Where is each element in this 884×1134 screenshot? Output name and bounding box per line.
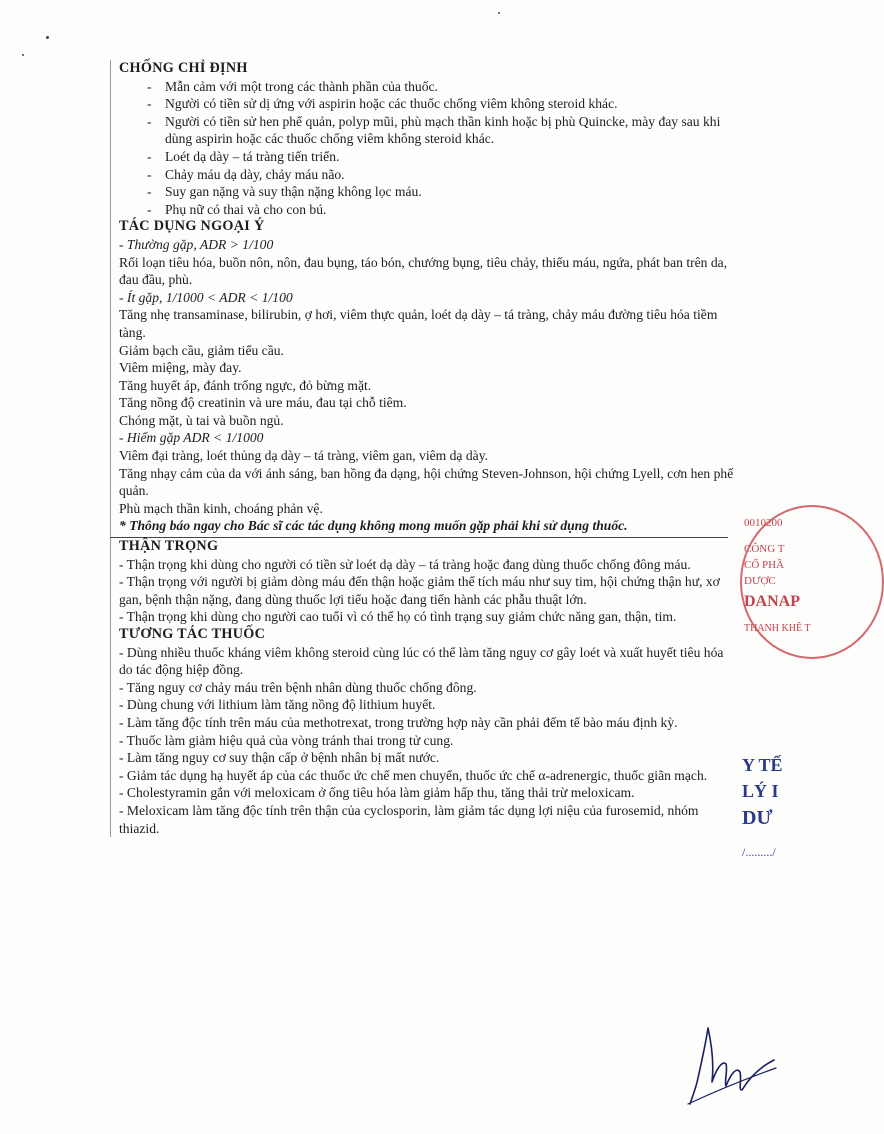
frequency-common-label: - Thường gặp, ADR > 1/100 xyxy=(119,236,274,252)
report-warning: * Thông báo ngay cho Bác sĩ các tác dụng không mong muốn gặp phải khi sử dụng thuốc. xyxy=(119,518,628,534)
text-line: - Làm tăng nguy cơ suy thận cấp ở bệnh nhân bị mất nước. xyxy=(119,750,440,766)
adverse-effects-heading: TÁC DỤNG NGOẠI Ý xyxy=(119,218,265,235)
stamp-text: THANH KHÊ T xyxy=(744,623,811,634)
scan-speck xyxy=(22,54,24,56)
text-line: - Cholestyramin gắn với meloxicam ở ống tiêu hóa làm giảm hấp thu, tăng thải trừ meloxicam. xyxy=(119,785,635,801)
contraindications-heading: CHỐNG CHỈ ĐỊNH xyxy=(119,60,248,76)
text-line: Phù mạch thần kinh, choáng phản vệ. xyxy=(119,500,323,516)
stamp-text: 0010200 xyxy=(744,517,783,529)
text-line: Tăng nhạy cảm của da với ánh sáng, ban hồng đa dạng, hội chứng Steven-Johnson, hội chứng Lyell, cơn hen phế quản. xyxy=(119,465,734,499)
stamp-text: DANAP xyxy=(744,593,800,610)
list-item: - Mẫn cảm với một trong các thành phần của thuốc. xyxy=(119,78,739,96)
interactions-heading: TƯƠNG TÁC THUỐC xyxy=(119,626,266,642)
stamp-text: DƯỢC xyxy=(744,575,776,587)
seal-text: Y TẾ xyxy=(742,755,783,775)
scan-speck xyxy=(46,36,49,39)
text-line: Viêm đại tràng, loét thủng dạ dày – tá tràng, viêm gan, viêm dạ dày. xyxy=(119,448,489,464)
stamp-text: CÔNG T xyxy=(744,543,785,555)
signature-icon xyxy=(678,1020,778,1110)
common-effects-text: Rối loạn tiêu hóa, buồn nôn, nôn, đau bụng, táo bón, chướng bụng, tiêu chảy, thiếu máu, ngứa, phát ban trên da, đau đầu, phù. xyxy=(119,254,728,288)
list-item: - Suy gan nặng và suy thận nặng không lọc máu. xyxy=(119,183,739,201)
text-line: - Thận trọng với người bị giảm dòng máu đến thận hoặc giảm thể tích máu như suy tim, hội chứng thận hư, xơ gan, bệnh thận nặng, đang dùng thuốc lợi tiểu hoặc đang tiến hành các phẫu thuật lớn. xyxy=(119,574,720,607)
text-line: Viêm miệng, mày đay. xyxy=(119,360,242,376)
text-line: - Thận trọng khi dùng cho người cao tuổi vì có thể họ có tình trạng suy giảm chức năng gan, thận, tim. xyxy=(119,609,677,625)
document-body xyxy=(110,60,739,837)
list-item: - Người có tiền sử dị ứng với aspirin hoặc các thuốc chống viêm không steroid khác. xyxy=(119,95,739,113)
text-line: - Thuốc làm giảm hiệu quả của vòng tránh thai trong tử cung. xyxy=(119,732,454,748)
text-line: - Thận trọng khi dùng cho người có tiền sử loét dạ dày – tá tràng hoặc đang dùng thuốc chống đông máu. xyxy=(119,556,691,572)
contraindications-list xyxy=(119,78,739,219)
frequency-uncommon-label: - Ít gặp, 1/1000 < ADR < 1/100 xyxy=(119,289,293,305)
frequency-rare-label: - Hiếm gặp ADR < 1/1000 xyxy=(119,430,264,446)
text-line: Tăng nhẹ transaminase, bilirubin, ợ hơi, viêm thực quản, loét dạ dày – tá tràng, chảy máu đường tiêu hóa tiềm tàng. xyxy=(119,307,718,340)
scan-speck xyxy=(498,12,500,14)
text-line: - Tăng nguy cơ chảy máu trên bệnh nhân dùng thuốc chống đông. xyxy=(119,679,477,695)
text-line: - Meloxicam làm tăng độc tính trên thận của cyclosporin, làm giảm tác dụng lợi niệu của furosemid, nhóm thiazid. xyxy=(119,802,699,836)
list-item: - Người có tiền sử hen phế quản, polyp mũi, phù mạch thần kinh hoặc bị phù Quincke, mày đay sau khi dùng aspirin hoặc các thuốc chống viêm không steroid khác. xyxy=(119,113,739,148)
seal-text: LÝ I xyxy=(742,781,779,801)
handwritten-signature xyxy=(678,1020,778,1115)
text-line: Tăng nồng độ creatinin và ure máu, đau tại chỗ tiêm. xyxy=(119,395,407,411)
text-line: - Dùng nhiều thuốc kháng viêm không steroid cùng lúc có thể làm tăng nguy cơ gây loét và xuất huyết tiêu hóa do tác động hiệp đồng. xyxy=(119,644,724,678)
list-item: - Chảy máu dạ dày, chảy máu não. xyxy=(119,166,739,184)
approval-seal xyxy=(738,745,800,875)
seal-text: /........./ xyxy=(742,845,776,859)
text-line: - Giảm tác dụng hạ huyết áp của các thuốc ức chế men chuyển, thuốc ức chế α-adrenergic, thuốc giãn mạch. xyxy=(119,767,708,783)
list-item: - Phụ nữ có thai và cho con bú. xyxy=(119,201,739,219)
company-stamp xyxy=(738,505,811,685)
text-line: - Dùng chung với lithium làm tăng nồng độ lithium huyết. xyxy=(119,697,436,713)
stamp-text: CỔ PHẦ xyxy=(744,559,785,571)
precautions-heading: THẬN TRỌNG xyxy=(119,538,219,555)
text-line: Giảm bạch cầu, giảm tiểu cầu. xyxy=(119,342,284,358)
seal-text: DƯ xyxy=(742,807,773,829)
text-line: Tăng huyết áp, đánh trống ngực, đỏ bừng mặt. xyxy=(119,377,372,393)
list-item: - Loét dạ dày – tá tràng tiến triển. xyxy=(119,148,739,166)
text-line: Chóng mặt, ù tai và buồn ngủ. xyxy=(119,412,284,428)
text-line: - Làm tăng độc tính trên máu của methotrexat, trong trường hợp này cần phải đếm tế bào máu định kỳ. xyxy=(119,714,678,730)
